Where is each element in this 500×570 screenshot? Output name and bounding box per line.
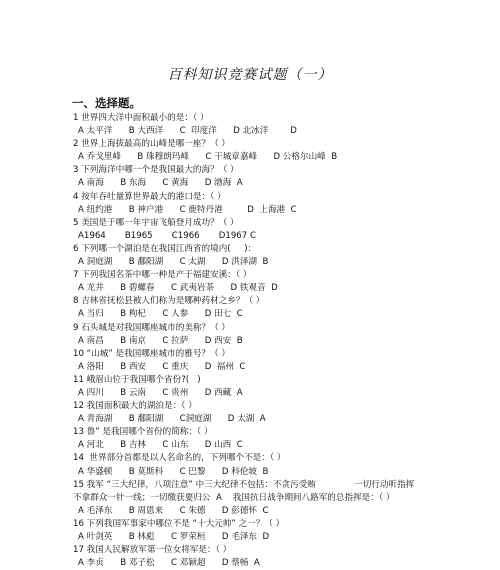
- answer-options: A 纽约港 B 神户港 C 鹿特丹港 D 上海港 C: [78, 204, 297, 215]
- question-text: 13 鲁” 是我国哪个省份的简称：（ ）: [73, 427, 213, 438]
- answer-options: A 毛泽东 B 周恩来 C 朱德 D 彭德怀 C: [78, 505, 269, 516]
- answer-options: A1964 B1965 C1966 D1967 C: [78, 230, 256, 241]
- answer-options: A 太平洋 B 大西洋 C 印度洋 D 北冰洋 D: [78, 126, 297, 137]
- question-text: 1 世界四大洋中面积最小的是：（ ）: [73, 113, 209, 123]
- answer-options: A 河北 B 吉林 C 山东 D 山西 C: [78, 440, 243, 451]
- question-list: [73, 112, 493, 570]
- question-text: 7 下列我国名茶中哪一种是产于福建安溪：（ ）: [73, 270, 252, 281]
- answer-options: A 龙井 B 碧螺春 C 武夷岩茶 D 铁观音 D: [78, 283, 278, 294]
- answer-options: A 当归 B 枸杞 C 人参 D 田七 C: [78, 309, 243, 320]
- question-text: 15 我军 “三大纪律，八项注意” 中三大纪律不包括：不贪污受贿 一切行动听指挥: [73, 479, 415, 490]
- answer-options: A 青海湖 B 鄱阳湖 C洞庭湖 D 太湖 A: [78, 414, 266, 425]
- answer-options: A 洞庭湖 B 鄱阳湖 C 太湖 D 洪泽湖 B: [78, 257, 269, 268]
- answer-options: A 洛阳 B 西安 C 重庆 D 福州 C: [78, 361, 246, 372]
- question-text: 9 石头城是对我国哪座城市的美称？（ ）: [73, 322, 231, 333]
- answer-options: A 李贞 B 邓子松 C 邓颖超 D 蔡畅 A: [78, 558, 260, 569]
- question-text: 2 世界上海拔最高的山峰是哪一座？（ ）: [73, 139, 231, 150]
- question-text: 10 “山城” 是我国哪座城市的雅号？（ ）: [73, 348, 230, 359]
- question-text: 8 吉林省抚松县被人们称为是哪种药材之乡？（ ）: [73, 296, 265, 307]
- question-text: 3 下列海洋中哪一个是我国最大的海？（ ）: [73, 165, 239, 176]
- question-text: 17 我国人民解放军第一位女将军是：（ ）: [73, 545, 232, 556]
- answer-options: A 叶剑英 B 林彪 C 罗荣桓 D 毛泽东 D: [78, 532, 270, 542]
- answer-options: A 乔戈里峰 B 珠穆朗玛峰 C 干城章嘉峰 D 公格尔山峰 B: [78, 152, 338, 163]
- page-title: 百科知识竞赛试题（一）: [167, 67, 333, 83]
- question-text: 4 按年吞吐量算世界最大的港口是：（ ）: [73, 191, 226, 202]
- section-heading: 一、选择题。: [72, 96, 141, 110]
- question-text: 不拿群众一针一线；一切缴获要归公 A 我国抗日战争期间八路军的总指挥是：（ ）: [73, 492, 395, 503]
- answer-options: A 华盛顿 B 莫斯科 C 巴黎 D 科伦坡 B: [78, 466, 269, 477]
- question-text: 12 我国面积最大的湖泊是：（ ）: [73, 401, 197, 412]
- question-text: 14 世界部分首都是以人名命名的，下列哪个不是：（ ）: [73, 453, 286, 464]
- question-text: 11 峨眉山位于我国哪个省份?( ): [73, 374, 201, 385]
- answer-options: A 南海 B 东海 C 黄海 D 渤海 A: [78, 178, 243, 189]
- answer-options: A 四川 B 云南 C 贵州 D 西藏 A: [78, 387, 243, 398]
- answer-options: A 南昌 B 南京 C 拉萨 D 西安 B: [78, 335, 243, 346]
- question-text: 5 美国是于哪一年宇宙飞船登月成功？（ ）: [73, 217, 239, 228]
- question-text: 16 下列我国军事家中哪位不是 “十大元帅” 之一？（ ）: [73, 518, 285, 529]
- question-text: 6 下列哪一个湖泊是在我国江西省的境内( )：: [73, 243, 257, 254]
